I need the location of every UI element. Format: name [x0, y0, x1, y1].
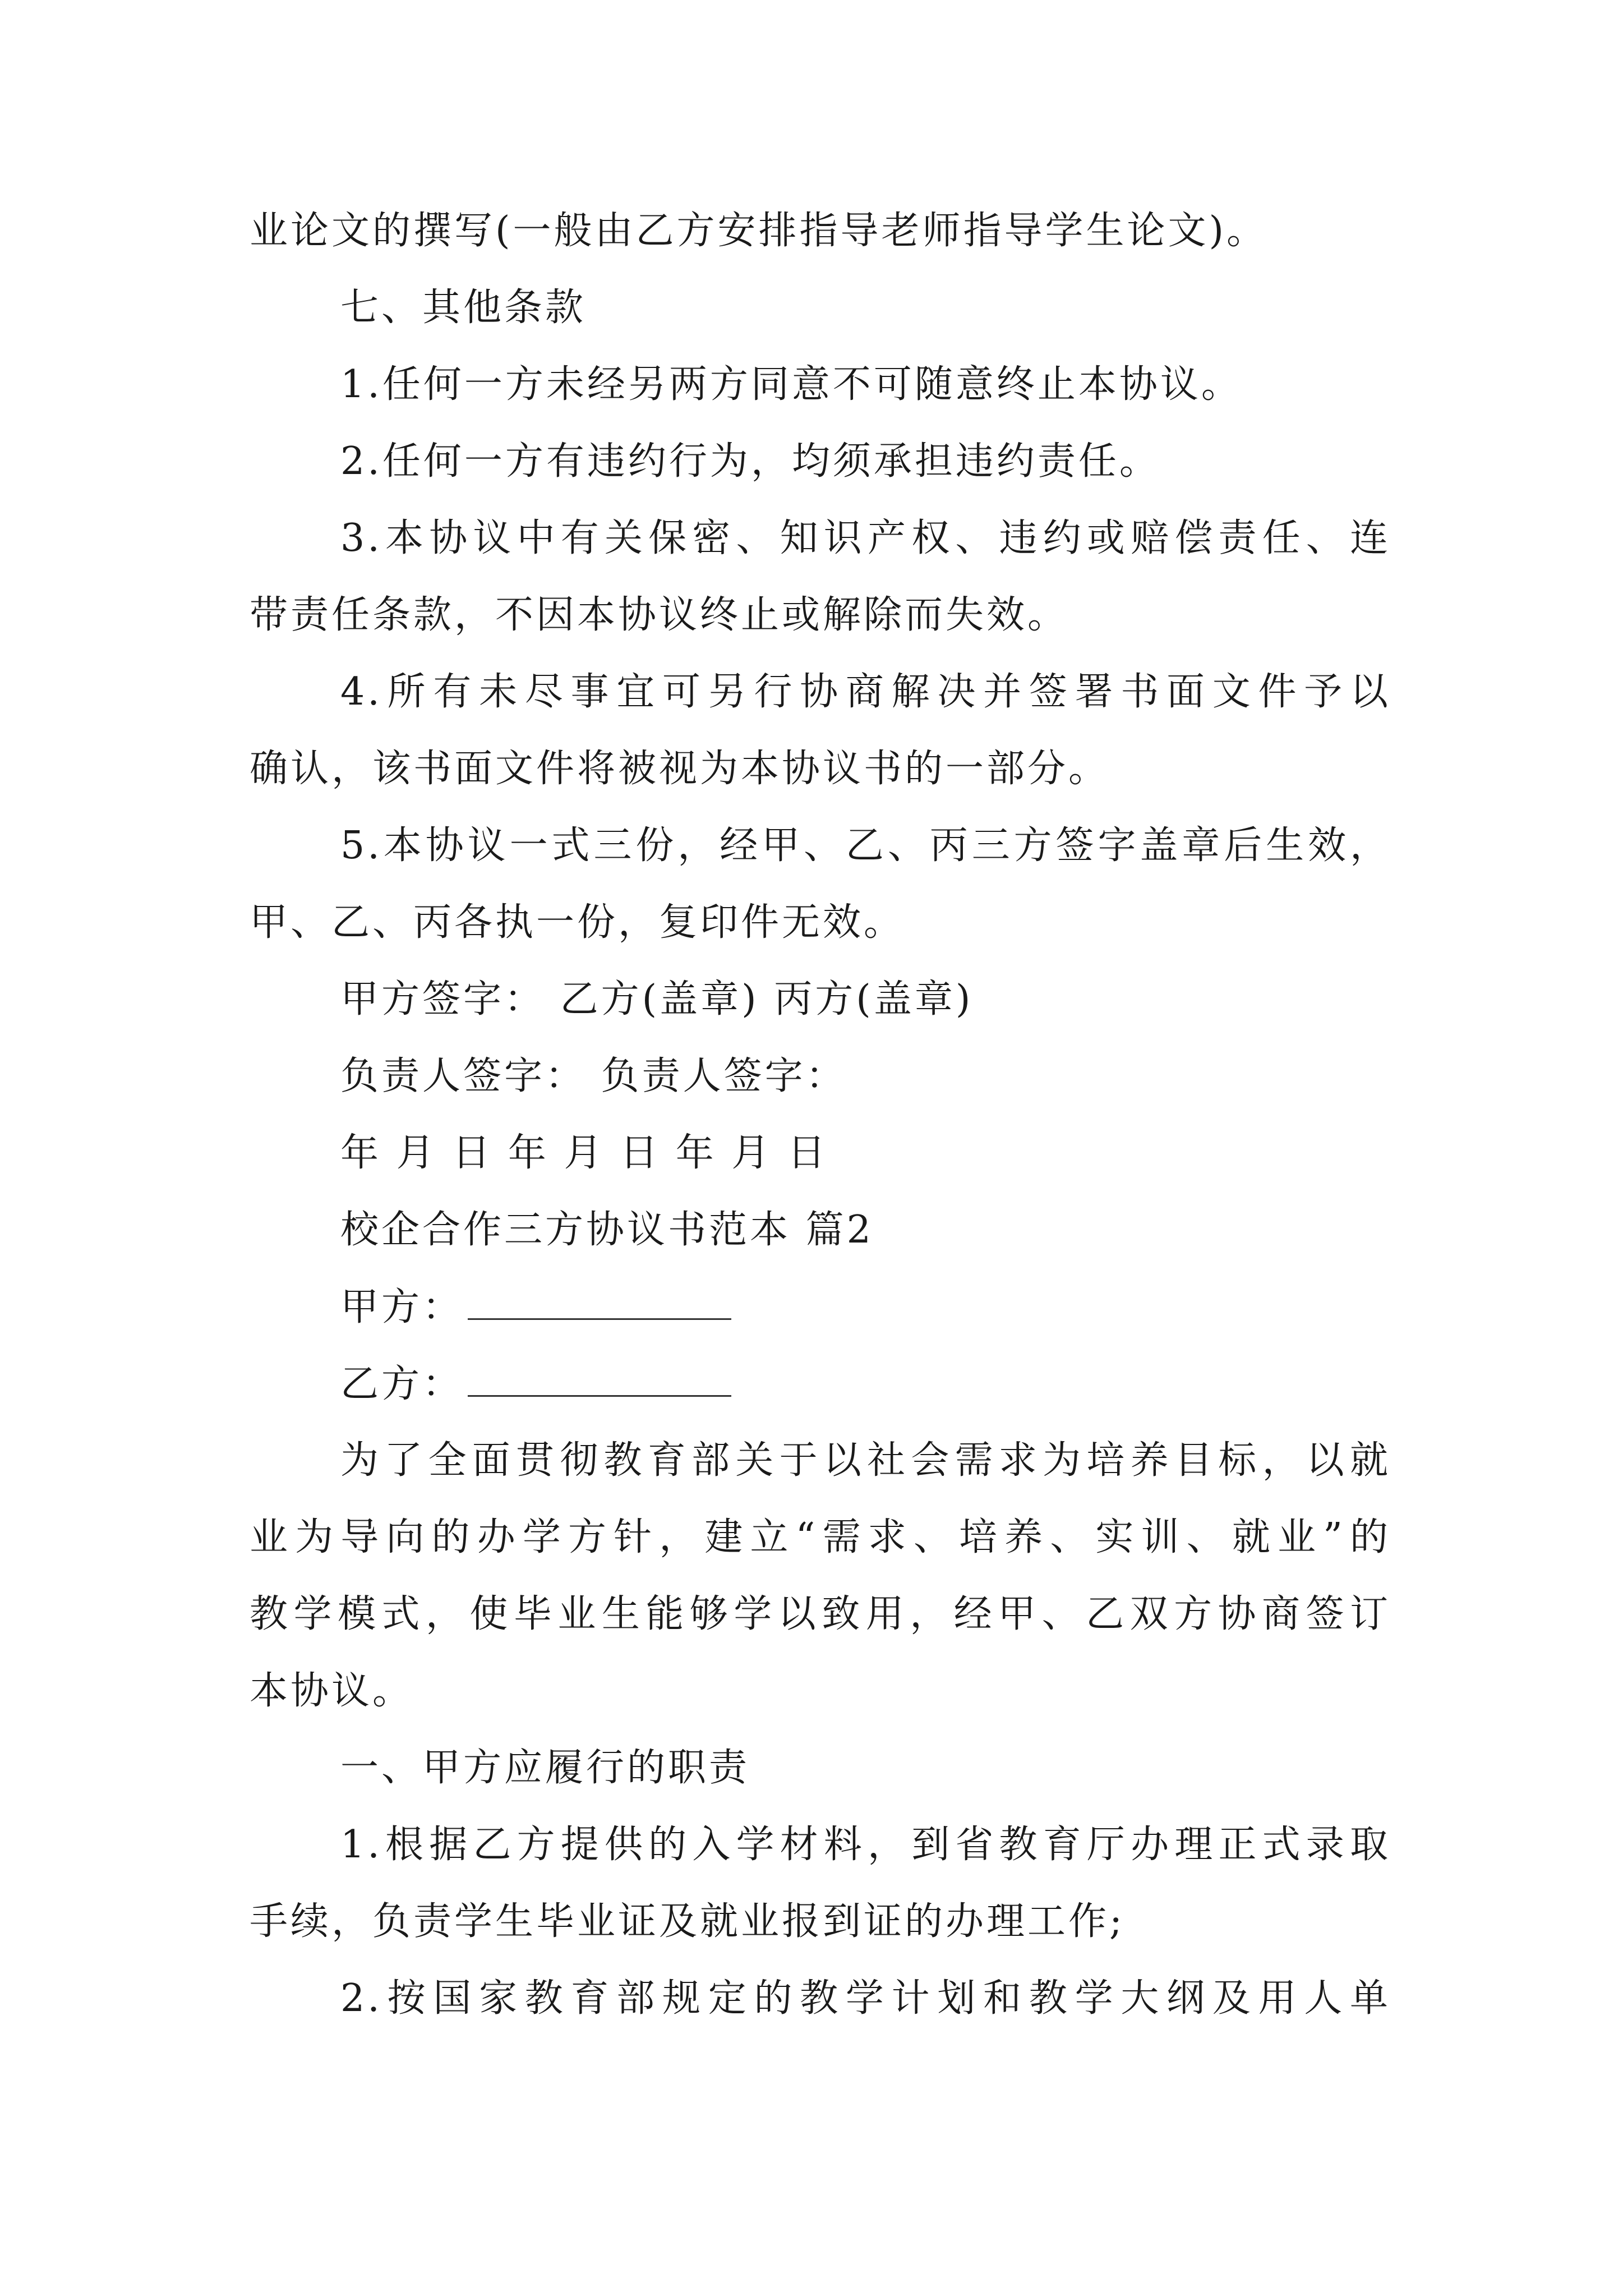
text-line: 1.任何一方未经另两方同意不可随意终止本协议。	[340, 362, 1242, 407]
section-heading: 七、其他条款	[340, 286, 587, 330]
text-line: 4.所有未尽事宜可另行协商解决并签署书面文件予以	[340, 670, 1391, 714]
text-line: 带责任条款，不因本协议终止或解除而失效。	[250, 593, 1069, 637]
text-line: 业论文的撰写(一般由乙方安排指导老师指导学生论文)。	[250, 209, 1268, 253]
text-line: 1.根据乙方提供的入学材料，到省教育厅办理正式录取	[340, 1823, 1391, 1867]
signature-line: 负责人签字： 负责人签字：	[340, 1054, 847, 1098]
party-a-label: 甲方：	[340, 1285, 464, 1329]
party-a-blank	[468, 1279, 731, 1320]
text-line: 为了全面贯彻教育部关于以社会需求为培养目标，以就	[340, 1438, 1391, 1483]
party-b-blank	[468, 1356, 731, 1397]
section-heading: 一、甲方应履行的职责	[340, 1746, 750, 1790]
text-line: 甲、乙、丙各执一份，复印件无效。	[250, 900, 905, 945]
document-title: 校企合作三方协议书范本 篇2	[340, 1208, 874, 1252]
signature-line: 甲方签字： 乙方(盖章) 丙方(盖章)	[340, 977, 974, 1022]
text-line: 2.按国家教育部规定的教学计划和教学大纲及用人单	[340, 1976, 1391, 2021]
text-line: 2.任何一方有违约行为，均须承担违约责任。	[340, 439, 1160, 484]
party-b-label: 乙方：	[340, 1362, 464, 1406]
text-line: 教学模式，使毕业生能够学以致用，经甲、乙双方协商签订	[250, 1592, 1391, 1636]
text-line: 3.本协议中有关保密、知识产权、违约或赔偿责任、连	[340, 516, 1391, 560]
date-line: 年 月 日 年 月 日 年 月 日	[340, 1131, 828, 1175]
text-line: 本协议。	[250, 1669, 414, 1713]
party-a-field	[340, 1279, 731, 1335]
party-b-field	[340, 1356, 731, 1412]
text-line: 5.本协议一式三份，经甲、乙、丙三方签字盖章后生效，	[340, 823, 1391, 868]
text-line: 业为导向的办学方针，建立“需求、培养、实训、就业”的	[250, 1515, 1391, 1559]
text-line: 确认，该书面文件将被视为本协议书的一部分。	[250, 747, 1110, 791]
text-line: 手续，负责学生毕业证及就业报到证的办理工作;	[250, 1899, 1125, 1944]
